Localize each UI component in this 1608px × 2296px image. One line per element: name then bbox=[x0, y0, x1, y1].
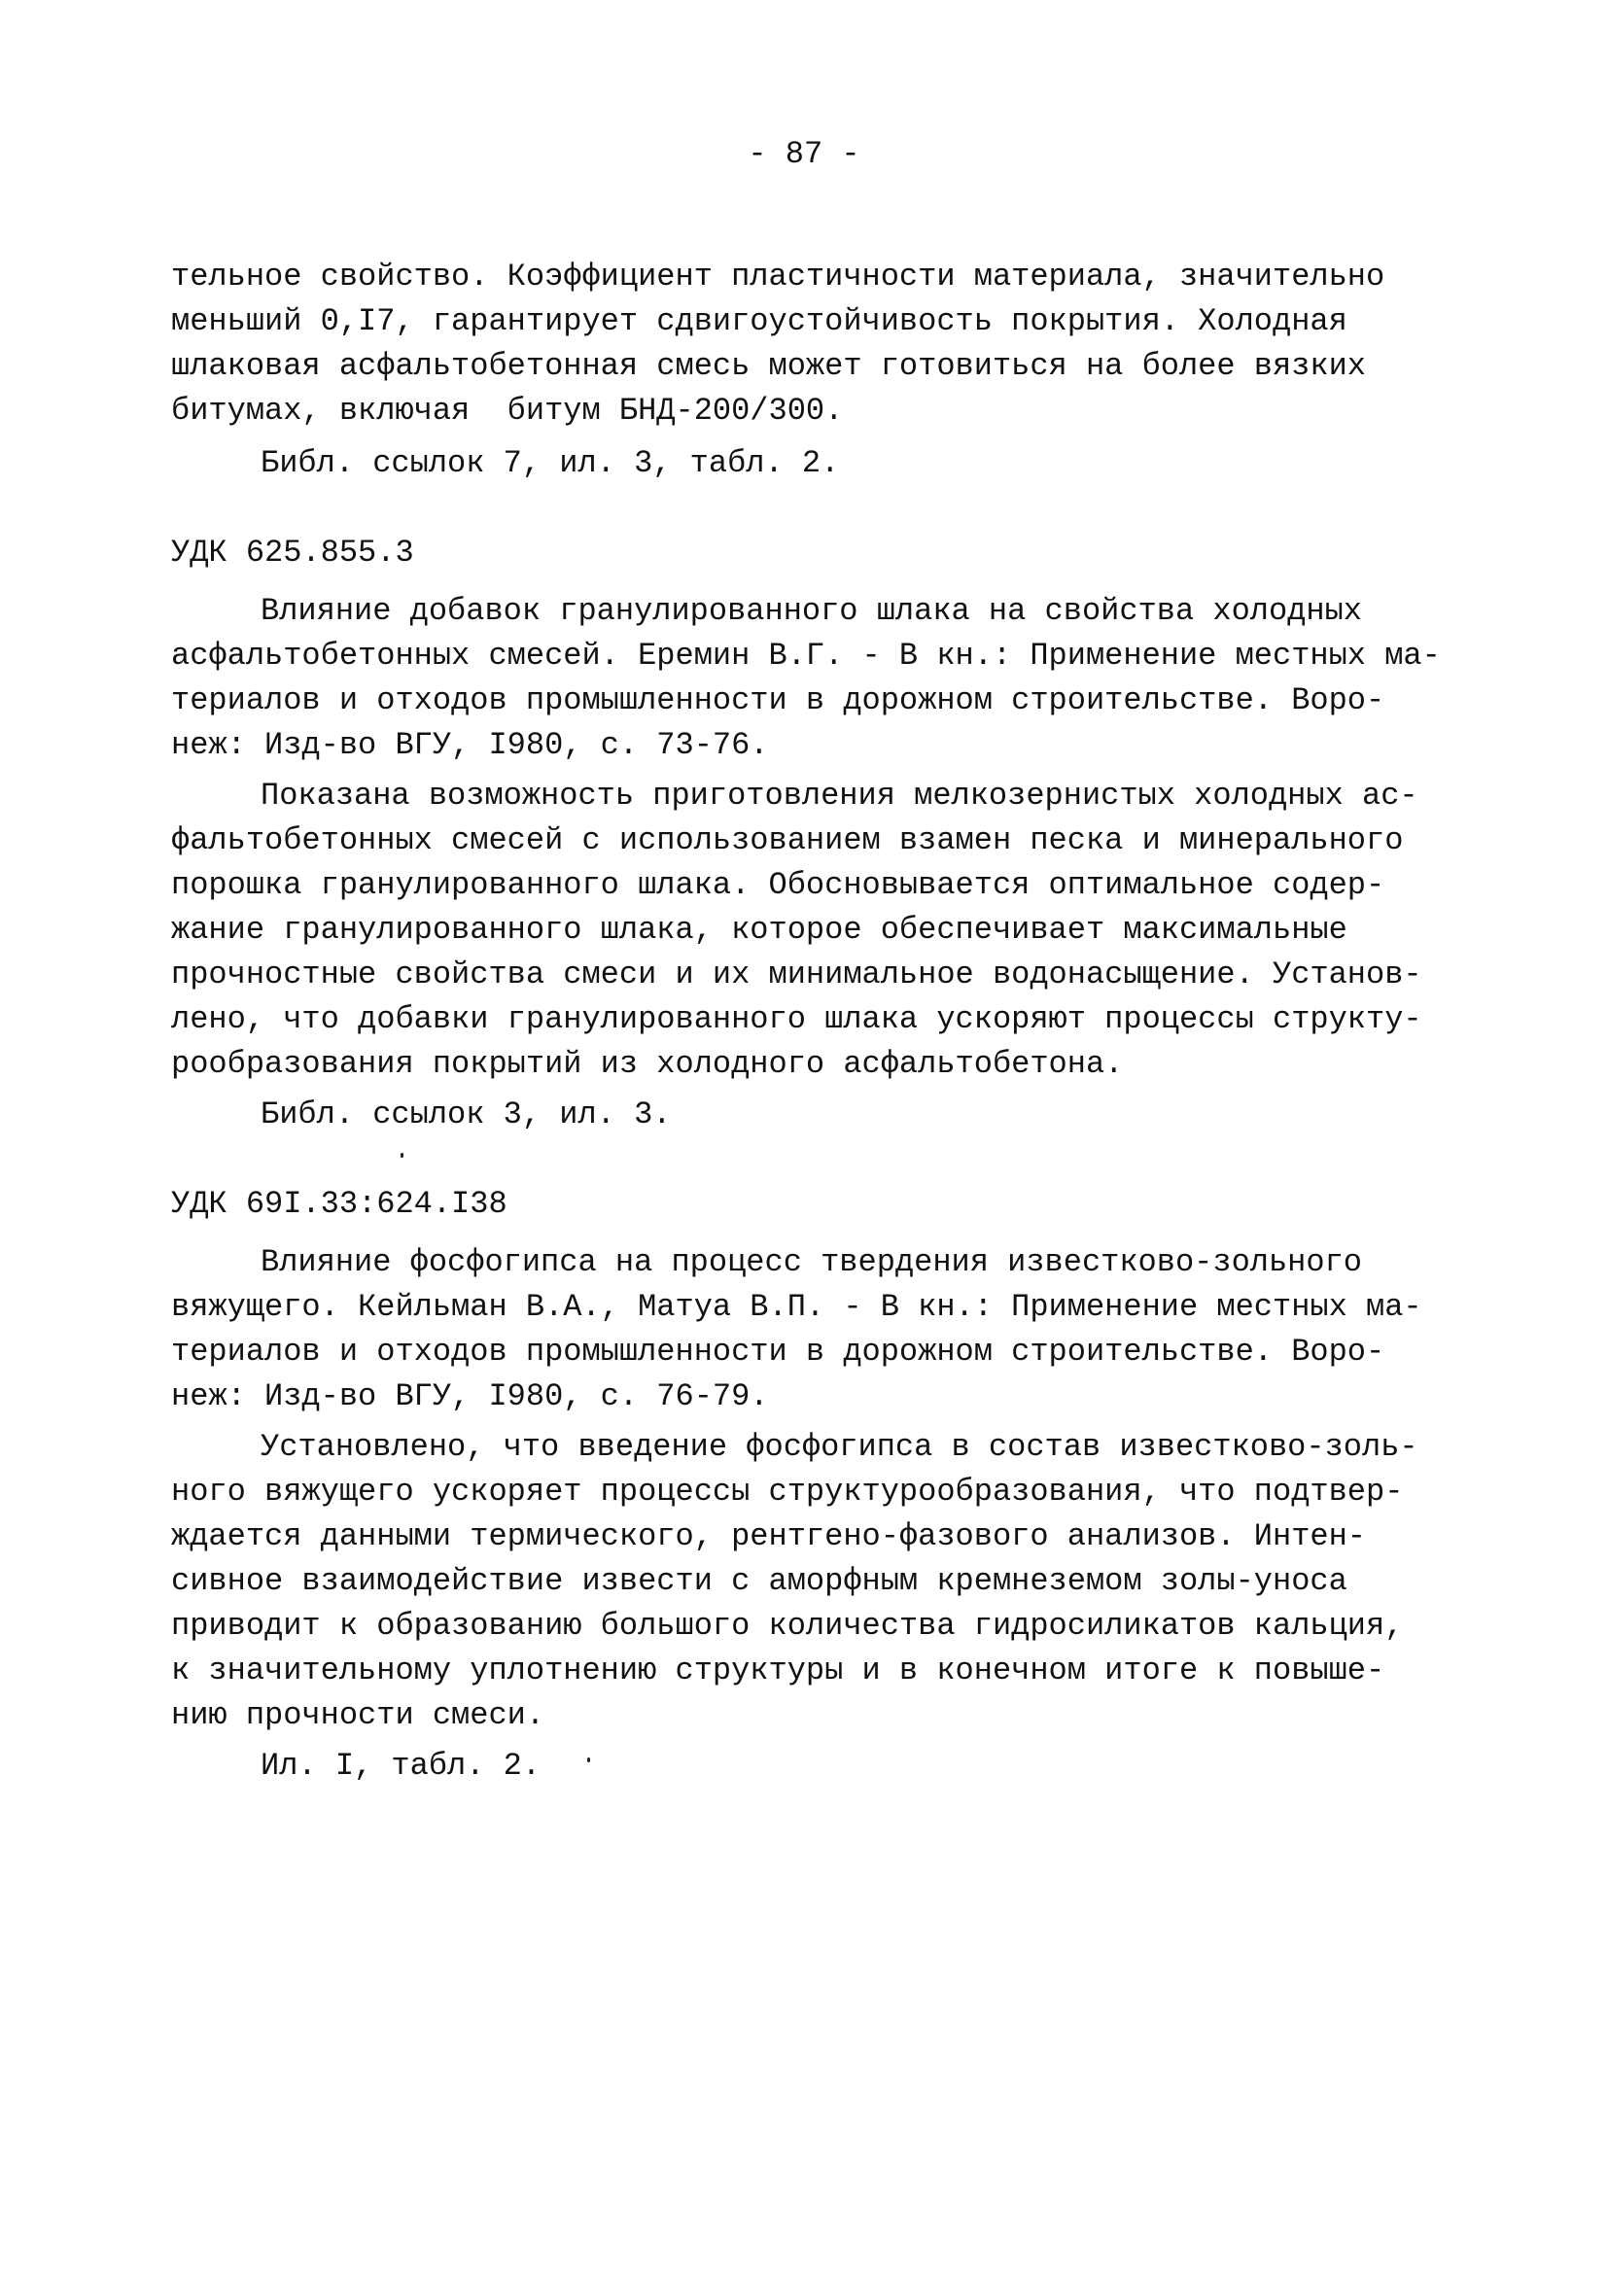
page-number: - 87 - bbox=[748, 136, 860, 172]
abstract-line: жание гранулированного шлака, которое обеспечивает максимальные bbox=[171, 912, 1347, 948]
citation-line: териалов и отходов промышленности в дорожном строительстве. Воро- bbox=[171, 1334, 1385, 1370]
citation-line: неж: Изд-во ВГУ, I980, с. 76-79. bbox=[171, 1378, 769, 1414]
bibliography-note: Ил. I, табл. 2. bbox=[261, 1748, 542, 1784]
bibliography-note: Библ. ссылок 3, ил. 3. bbox=[261, 1096, 672, 1132]
text-line: меньший 0,I7, гарантирует сдвигоустойчивость покрытия. Холодная bbox=[171, 303, 1347, 339]
abstract-line: нию прочности смеси. bbox=[171, 1697, 545, 1733]
abstract-line: ного вяжущего ускоряет процессы структурообразования, что подтвер- bbox=[171, 1474, 1404, 1510]
abstract-line: сивное взаимодействие извести с аморфным кремнеземом золы-уноса bbox=[171, 1563, 1347, 1599]
text-line: тельное свойство. Коэффициент пластичности материала, значительно bbox=[171, 259, 1385, 295]
abstract-line: порошка гранулированного шлака. Обосновывается оптимальное содер- bbox=[171, 867, 1385, 903]
citation-line: вяжущего. Кейльман В.А., Матуа В.П. - В кн.: Применение местных ма- bbox=[171, 1289, 1422, 1325]
abstract-line: прочностные свойства смеси и их минимальное водонасыщение. Установ- bbox=[171, 957, 1422, 992]
abstract-line: к значительному уплотнению структуры и в конечном итоге к повыше- bbox=[171, 1652, 1385, 1688]
abstract-line: приводит к образованию большого количества гидросиликатов кальция, bbox=[171, 1608, 1404, 1644]
abstract-line: Установлено, что введение фосфогипса в состав известково-золь- bbox=[261, 1429, 1418, 1465]
abstract-line: Показана возможность приготовления мелкозернистых холодных ас- bbox=[261, 778, 1418, 814]
citation-line: неж: Изд-во ВГУ, I980, с. 73-76. bbox=[171, 727, 769, 763]
citation-line: Влияние фосфогипса на процесс твердения известково-зольного bbox=[261, 1244, 1362, 1280]
citation-line: Влияние добавок гранулированного шлака на свойства холодных bbox=[261, 593, 1362, 629]
udk-code: УДК 69I.33:624.I38 bbox=[171, 1186, 507, 1222]
citation-line: териалов и отходов промышленности в дорожном строительстве. Воро- bbox=[171, 682, 1385, 718]
bibliography-note: Библ. ссылок 7, ил. 3, табл. 2. bbox=[261, 445, 840, 481]
scan-speck bbox=[587, 1757, 590, 1762]
abstract-line: фальтобетонных смесей с использованием взамен песка и минерального bbox=[171, 822, 1404, 858]
abstract-line: ждается данными термического, рентгено-фазового анализов. Интен- bbox=[171, 1518, 1366, 1554]
text-line: битумах, включая битум БНД-200/300. bbox=[171, 393, 844, 429]
text-line: шлаковая асфальтобетонная смесь может готовиться на более вязких bbox=[171, 348, 1366, 384]
citation-line: асфальтобетонных смесей. Еремин В.Г. - В кн.: Применение местных ма- bbox=[171, 638, 1441, 674]
abstract-line: лено, что добавки гранулированного шлака ускоряют процессы структу- bbox=[171, 1001, 1422, 1037]
abstract-line: рообразования покрытий из холодного асфальтобетона. bbox=[171, 1046, 1124, 1082]
udk-code: УДК 625.855.3 bbox=[171, 535, 414, 571]
scan-speck bbox=[401, 1153, 403, 1158]
